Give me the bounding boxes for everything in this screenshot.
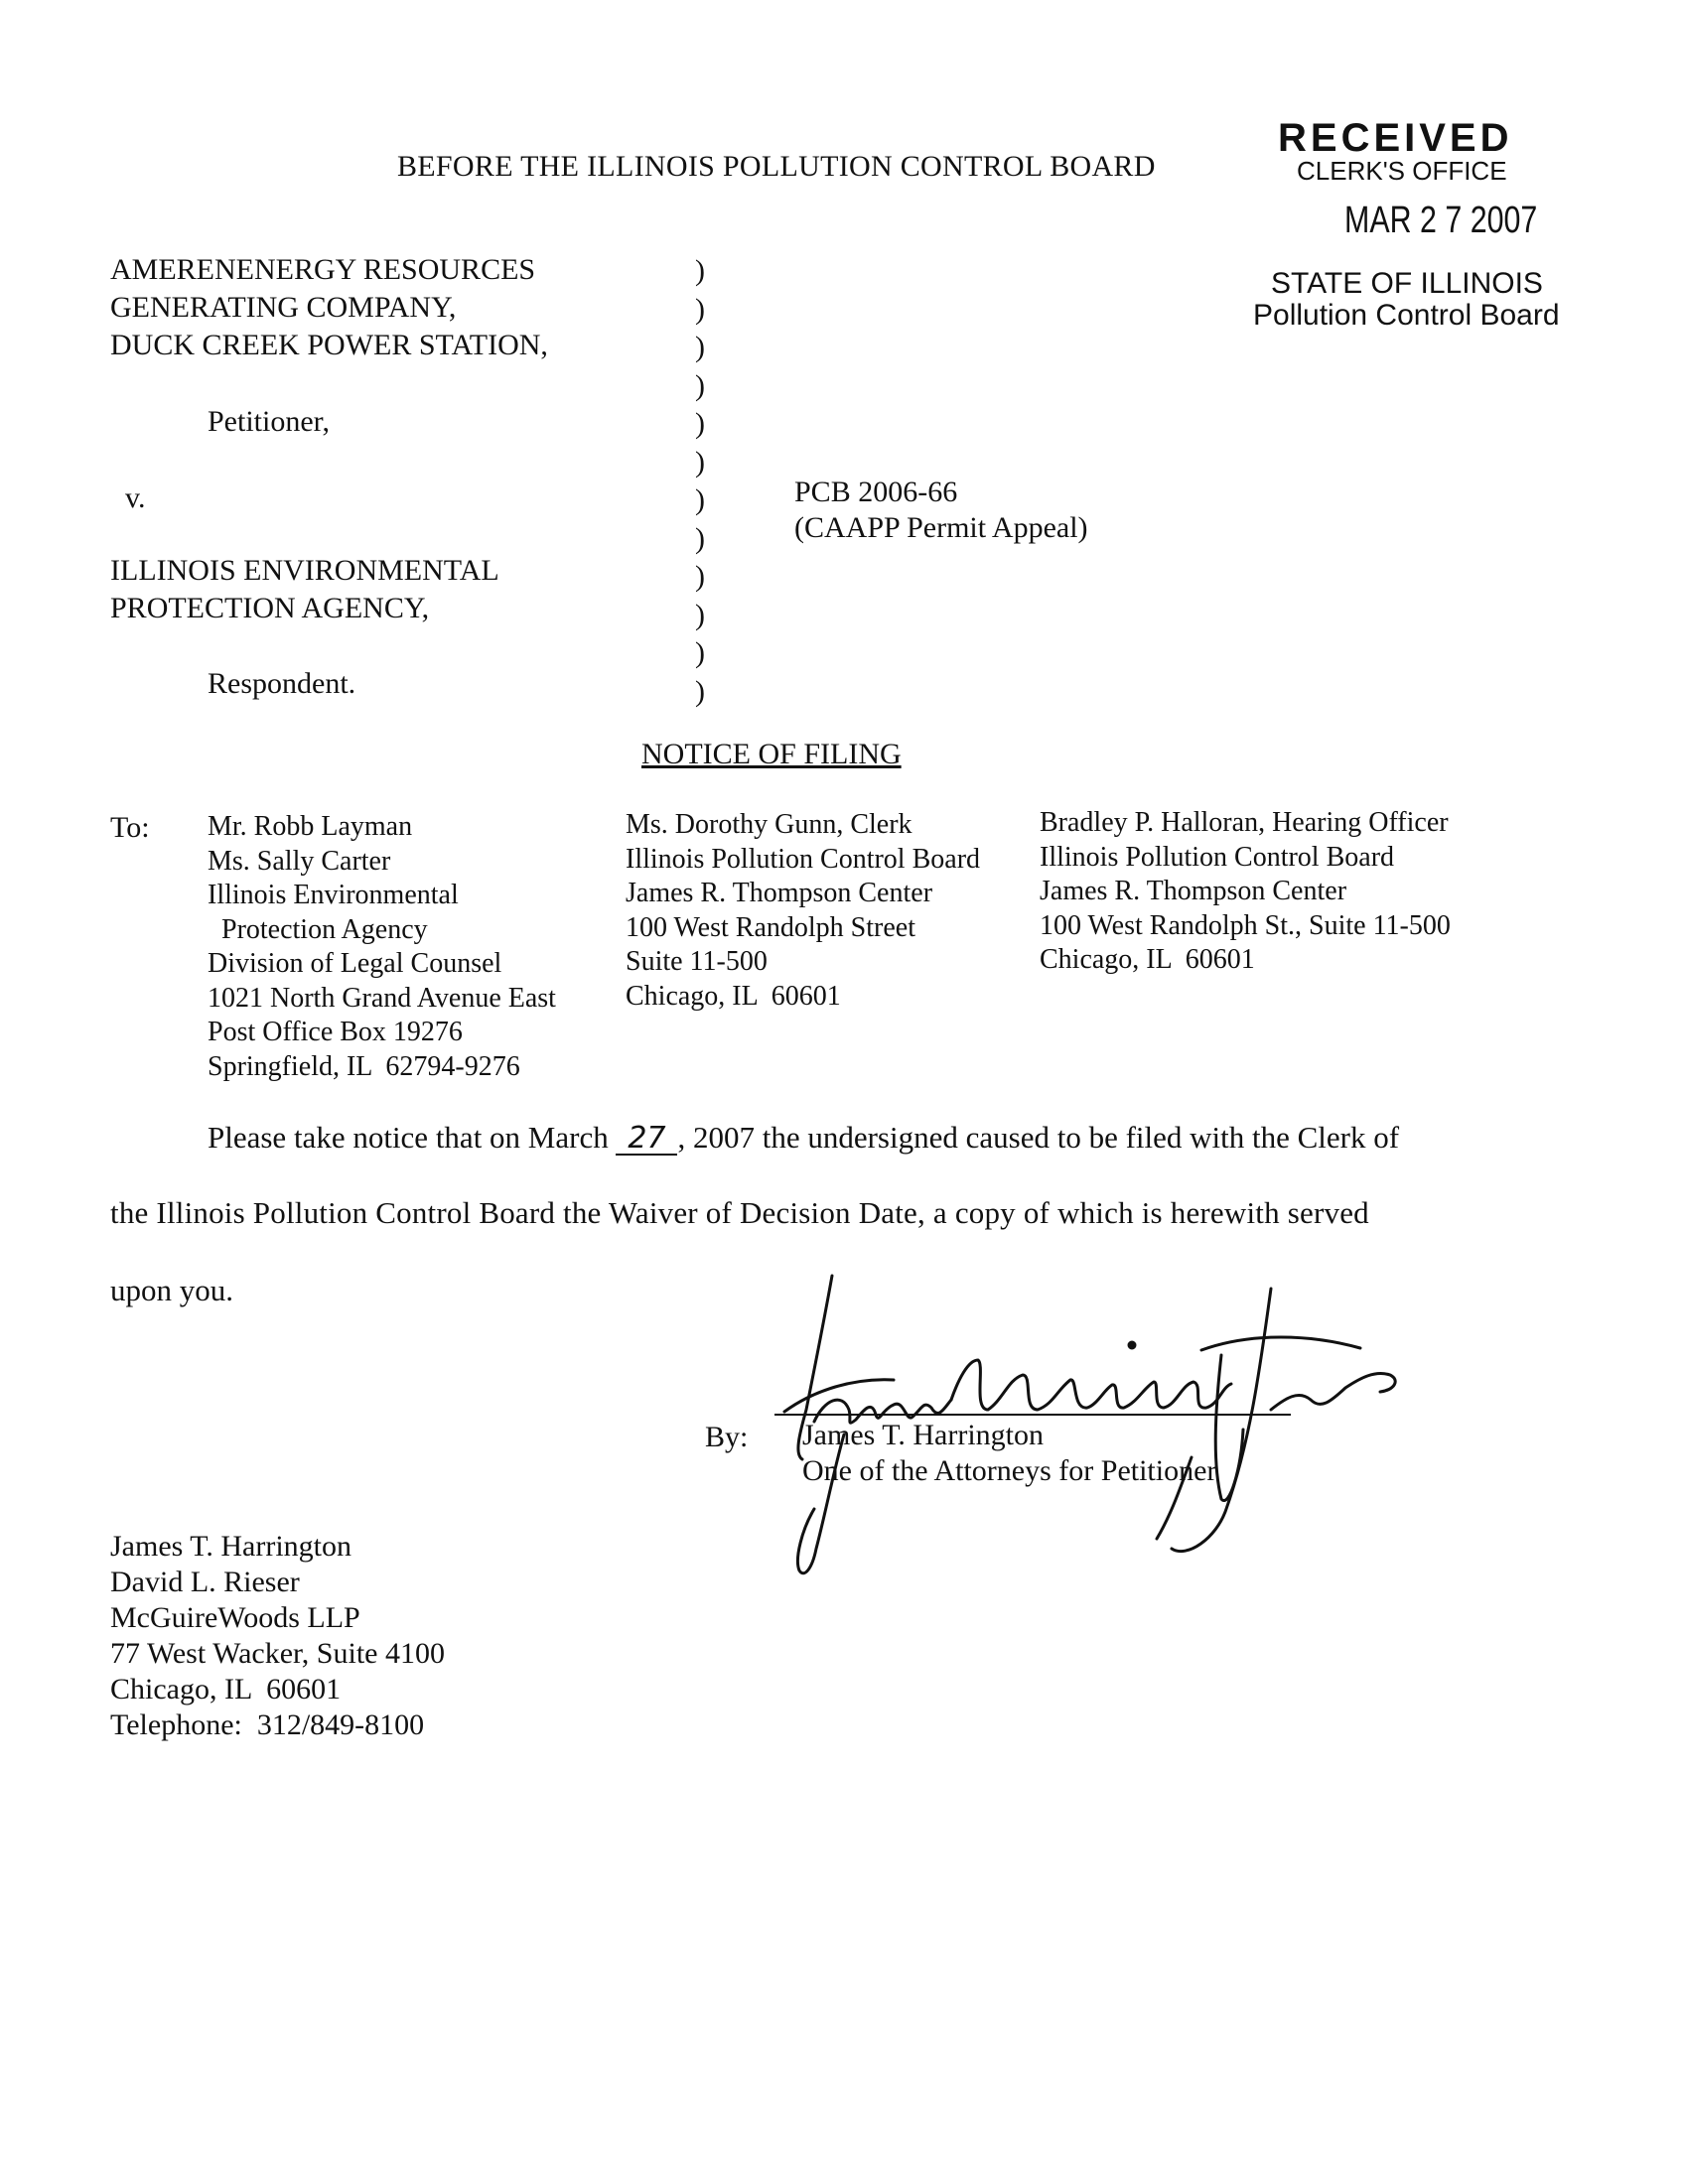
respondent-line-1: ILLINOIS ENVIRONMENTAL (110, 554, 499, 587)
address-line: Illinois Environmental (208, 880, 459, 910)
caption-paren: ) (695, 521, 705, 555)
caption-paren: ) (695, 331, 705, 363)
counsel-line-4: 77 West Wacker, Suite 4100 (110, 1637, 445, 1670)
body-line-1-after: , 2007 the undersigned caused to be filed with the Clerk of (677, 1120, 1400, 1155)
petitioner-line-3: DUCK CREEK POWER STATION, (110, 329, 548, 361)
stamp-date: MAR 2 7 2007 (1344, 200, 1538, 241)
case-number: PCB 2006-66 (794, 476, 958, 508)
by-label: By: (705, 1421, 749, 1453)
notice-title: NOTICE OF FILING (641, 738, 902, 770)
caption-paren: ) (695, 674, 705, 708)
counsel-line-1: James T. Harrington (110, 1530, 352, 1563)
petitioner-line-2: GENERATING COMPANY, (110, 291, 457, 324)
body-line-1-before: Please take notice that on March (208, 1120, 609, 1155)
caption-paren: ) (695, 292, 705, 326)
address-line: James R. Thompson Center (626, 878, 933, 908)
court-heading: BEFORE THE ILLINOIS POLLUTION CONTROL BOARD (397, 150, 1156, 183)
signer-title: One of the Attorneys for Petitioner (802, 1454, 1217, 1487)
recipient-ilepa (208, 810, 556, 1084)
address-line: Protection Agency (208, 913, 428, 945)
address-line: Suite 11-500 (626, 946, 768, 977)
address-line: 100 West Randolph St., Suite 11-500 (1040, 909, 1451, 941)
recipient-hearing-officer (1040, 806, 1451, 978)
caption-paren: ) (695, 636, 705, 669)
case-type: (CAAPP Permit Appeal) (794, 511, 1088, 544)
stamp-office: CLERK'S OFFICE (1297, 156, 1507, 186)
address-line: Division of Legal Counsel (208, 948, 502, 979)
to-label: To: (110, 811, 150, 844)
address-line: Ms. Sally Carter (208, 845, 391, 877)
address-line: Ms. Dorothy Gunn, Clerk (626, 809, 912, 840)
caption-paren: ) (695, 598, 705, 631)
versus: v. (125, 481, 146, 514)
stamp-board: Pollution Control Board (1253, 299, 1560, 332)
caption-paren: ) (695, 445, 705, 478)
caption-parentheses (695, 252, 705, 711)
address-line: James R. Thompson Center (1040, 876, 1347, 906)
caption-paren: ) (695, 368, 705, 402)
handwritten-signature (755, 1261, 1470, 1588)
caption-paren: ) (695, 560, 705, 593)
stamp-state: STATE OF ILLINOIS (1271, 267, 1543, 300)
address-line: Mr. Robb Layman (208, 811, 413, 842)
address-line: Illinois Pollution Control Board (626, 843, 981, 875)
caption-paren: ) (695, 254, 705, 287)
petitioner-label: Petitioner, (208, 405, 330, 438)
body-line-2: the Illinois Pollution Control Board the Waiver of Decision Date, a copy of which is herewith served (110, 1195, 1369, 1230)
address-line: 100 West Randolph Street (626, 911, 915, 943)
address-line: Chicago, IL 60601 (1040, 944, 1255, 975)
signer-name: James T. Harrington (802, 1419, 1045, 1451)
stamp-received: RECEIVED (1278, 116, 1513, 160)
respondent-label: Respondent. (208, 667, 356, 700)
counsel-line-2: David L. Rieser (110, 1566, 300, 1598)
caption-paren: ) (695, 407, 705, 440)
handwritten-day: 27 (616, 1124, 677, 1156)
petitioner-line-1: AMERENENERGY RESOURCES (110, 253, 536, 286)
address-line: Illinois Pollution Control Board (1040, 841, 1395, 873)
address-line: Post Office Box 19276 (208, 1017, 463, 1047)
address-line: Chicago, IL 60601 (626, 980, 841, 1012)
address-line: Springfield, IL 62794-9276 (208, 1050, 520, 1082)
caption-paren: ) (695, 483, 705, 516)
body-line-1 (208, 1120, 1399, 1156)
counsel-line-6: Telephone: 312/849-8100 (110, 1708, 425, 1741)
counsel-line-3: McGuireWoods LLP (110, 1601, 360, 1634)
address-line: 1021 North Grand Avenue East (208, 982, 556, 1014)
counsel-line-5: Chicago, IL 60601 (110, 1673, 342, 1706)
respondent-line-2: PROTECTION AGENCY, (110, 592, 430, 624)
body-line-3: upon you. (110, 1273, 233, 1307)
recipient-clerk (626, 808, 980, 1014)
address-line: Bradley P. Halloran, Hearing Officer (1040, 807, 1449, 838)
